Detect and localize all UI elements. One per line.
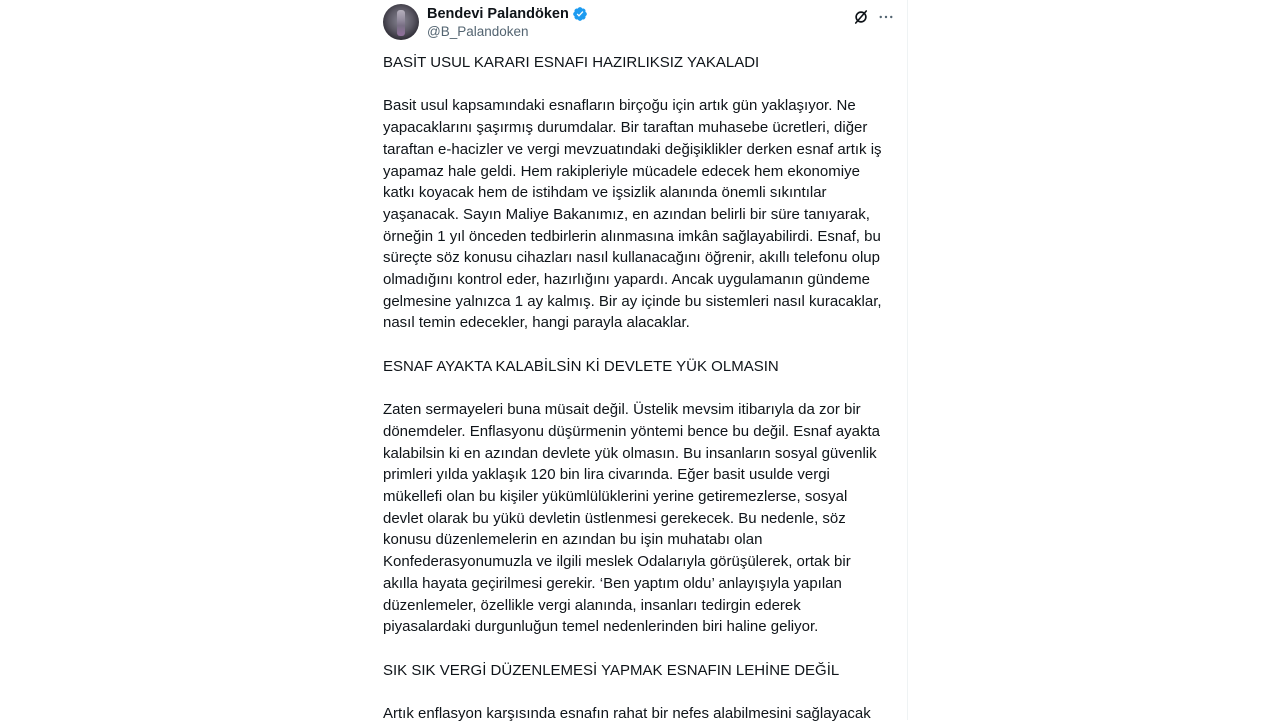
avatar[interactable] — [383, 4, 419, 40]
section-heading: SIK SIK VERGİ DÜZENLEMESİ YAPMAK ESNAFIN LEHİNE DEĞİL — [383, 661, 840, 679]
author-handle[interactable]: @B_Palandoken — [427, 24, 529, 39]
more-options-icon[interactable] — [877, 8, 895, 26]
verified-badge-icon — [572, 6, 588, 22]
author-identity — [427, 5, 588, 41]
paragraph: Basit usul kapsamındaki esnafların birçoğu için artık gün yaklaşıyor. Ne yapacaklarını şaşırmış durumdalar. Bir taraftan muhasebe ücretleri, diğer taraftan e-hacizler ve vergi mevzuatındaki değişiklikler derken esnaf artık iş yapamaz hale geldi. Hem rakipleriyle mücadele edecek hem ekonomiye katkı koyacak hem de istihdam ve işsizlik alanında önemli sıkıntılar yaşanacak. Sayın Maliye Bakanımız, en azından belirli bir süre tanıyarak, örneğin 1 yıl önceden tedbirlerin alınmasına imkân sağlayabilirdi. Esnaf, bu süreçte söz konusu cihazları nasıl kullanacağını öğrenir, akıllı telefonu olup olmadığını kontrol eder, hazırlığını yapardı. Ancak uygulamanın gündeme gelmesine yalnızca 1 ay kalmış. Bir ay içinde bu sistemleri nasıl kuracaklar, nasıl temin edecekler, hangi parayla alacaklar. — [383, 97, 882, 332]
post-body — [383, 52, 883, 725]
section-heading: ESNAF AYAKTA KALABİLSİN Kİ DEVLETE YÜK OLMASIN — [383, 357, 779, 375]
post-header — [383, 4, 895, 44]
post-column — [366, 0, 908, 723]
paragraph: Zaten sermayeleri buna müsait değil. Üstelik mevsim itibarıyla da zor bir dönemdeler. Enflasyonu düşürmenin yöntemi bence bu değil. Esnaf ayakta kalabilsin ki en azından devlete yük olmasın. Bu insanların sosyal güvenlik primleri yılda yaklaşık 120 bin lira civarında. Eğer basit usulde vergi mükellefi olan bu kişiler yükümlülüklerini yerine getiremezlerse, sosyal devlet olarak bu yükü devletin üstlenmesi gerekecek. Bu nedenle, söz konusu düzenlemelerin en azından bu işin muhatabı olan Konfederasyonumuzla ve ilgili meslek Odalarıyla görüşülerek, ortak bir akılla hayata geçirilmesi gerekir. ‘Ben yaptım oldu’ anlayışıyla yapılan düzenlemeler, özellikle vergi alanında, insanları tedirgin ederek piyasalardaki durgunluğun temel nedenlerinden biri haline geliyor. — [383, 401, 880, 636]
author-name[interactable]: Bendevi Palandöken — [427, 6, 569, 22]
section-heading: BASİT USUL KARARI ESNAFI HAZIRLIKSIZ YAKALADI — [383, 54, 760, 71]
grok-icon[interactable] — [852, 8, 870, 26]
post-actions — [852, 8, 895, 26]
paragraph: Artık enflasyon karşısında esnafın rahat bir nefes alabilmesini sağlayacak — [383, 705, 871, 723]
